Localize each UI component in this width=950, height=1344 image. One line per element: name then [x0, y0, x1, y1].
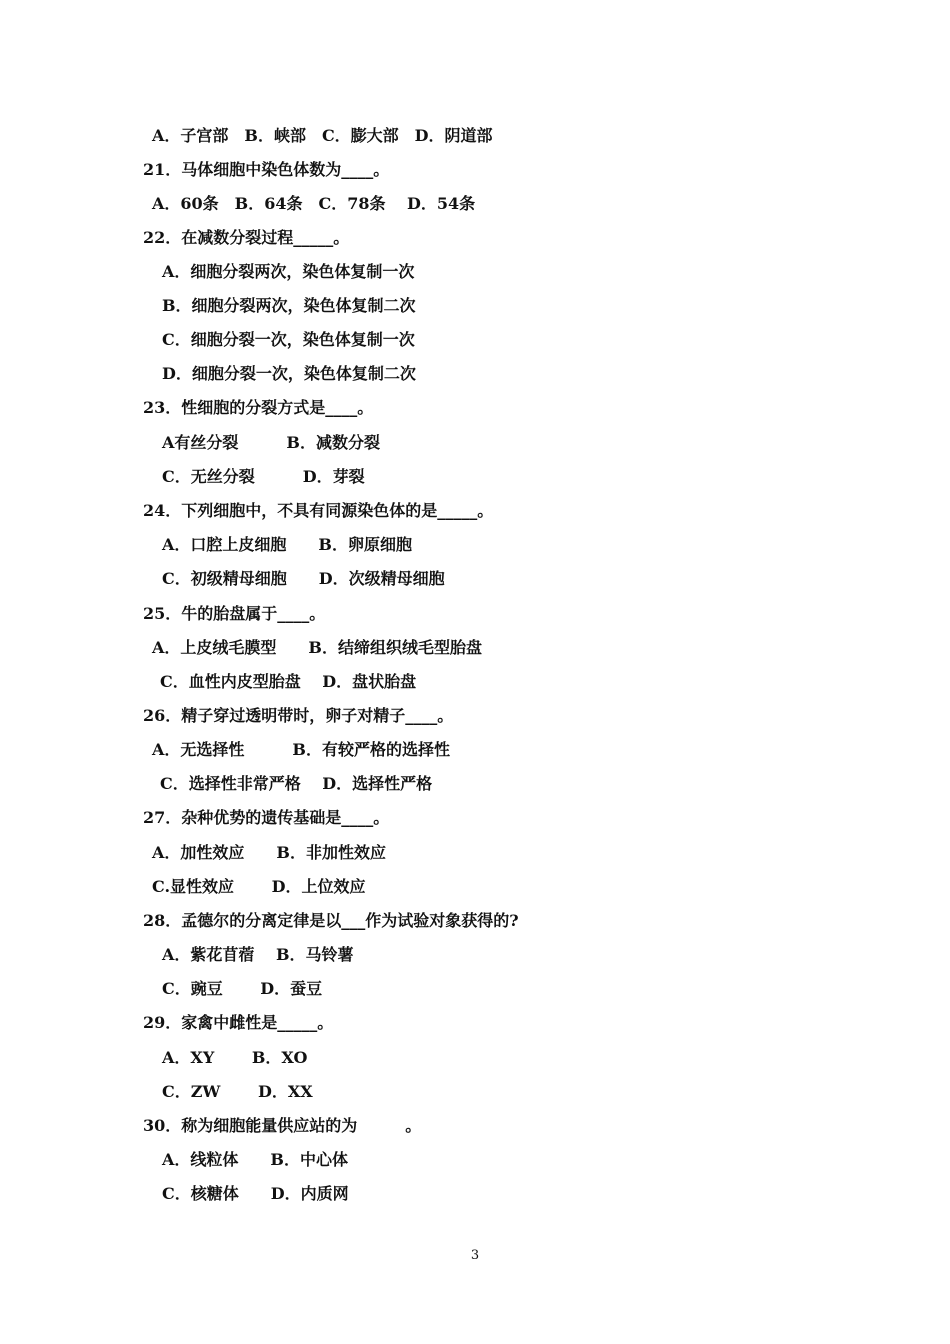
q24-options-ab: A．口腔上皮细胞 B．卵原细胞 [162, 535, 412, 554]
q27-options-cd: C.显性效应 D．上位效应 [152, 877, 366, 896]
q28-options-ab: A．紫花苜蓿 B．马铃薯 [162, 945, 354, 964]
q30-options-cd: C．核糖体 D．内质网 [162, 1184, 349, 1203]
q29-question: 29．家禽中雌性是_____。 [143, 1013, 334, 1032]
q25-options-ab: A．上皮绒毛膜型 B．结缔组织绒毛型胎盘 [152, 638, 482, 657]
q24-question: 24．下列细胞中，不具有同源染色体的是_____。 [143, 501, 494, 520]
q24-options-cd: C．初级精母细胞 D．次级精母细胞 [162, 569, 445, 588]
q23-options-ab: A有丝分裂 B．减数分裂 [162, 433, 380, 452]
q30-question: 30．称为细胞能量供应站的为 。 [143, 1116, 422, 1135]
q28-question: 28．孟德尔的分离定律是以___作为试验对象获得的? [143, 911, 519, 930]
q21-question: 21．马体细胞中染色体数为____。 [143, 160, 390, 179]
q25-question: 25．牛的胎盘属于____。 [143, 604, 326, 623]
q29-options-cd: C．ZW D．XX [162, 1082, 313, 1101]
page-number: 3 [470, 1248, 480, 1263]
q21-options: A．60条 B．64条 C．78条 D．54条 [152, 194, 476, 213]
q27-question: 27．杂种优势的遗传基础是____。 [143, 808, 390, 827]
q26-options-cd: C．选择性非常严格 D．选择性严格 [160, 774, 433, 793]
q22-option-c: C．细胞分裂一次，染色体复制一次 [162, 330, 415, 349]
q28-options-cd: C．豌豆 D．蚕豆 [162, 979, 323, 998]
q27-options-ab: A．加性效应 B．非加性效应 [152, 843, 386, 862]
q29-options-ab: A．XY B．XO [162, 1048, 308, 1067]
q22-option-b: B．细胞分裂两次，染色体复制二次 [162, 296, 416, 315]
q23-question: 23．性细胞的分裂方式是____。 [143, 398, 374, 417]
q25-options-cd: C．血性内皮型胎盘 D．盘状胎盘 [160, 672, 417, 691]
q26-options-ab: A．无选择性 B．有较严格的选择性 [152, 740, 450, 759]
q26-question: 26．精子穿过透明带时，卵子对精子____。 [143, 706, 454, 725]
q30-options-ab: A．线粒体 B．中心体 [162, 1150, 348, 1169]
q23-options-cd: C．无丝分裂 D．芽裂 [162, 467, 365, 486]
q22-question: 22．在减数分裂过程_____。 [143, 228, 350, 247]
q22-option-a: A．细胞分裂两次，染色体复制一次 [162, 262, 415, 281]
q20-options: A．子宫部 B．峡部 C．膨大部 D．阴道部 [152, 126, 493, 145]
q22-option-d: D．细胞分裂一次，染色体复制二次 [162, 364, 416, 383]
